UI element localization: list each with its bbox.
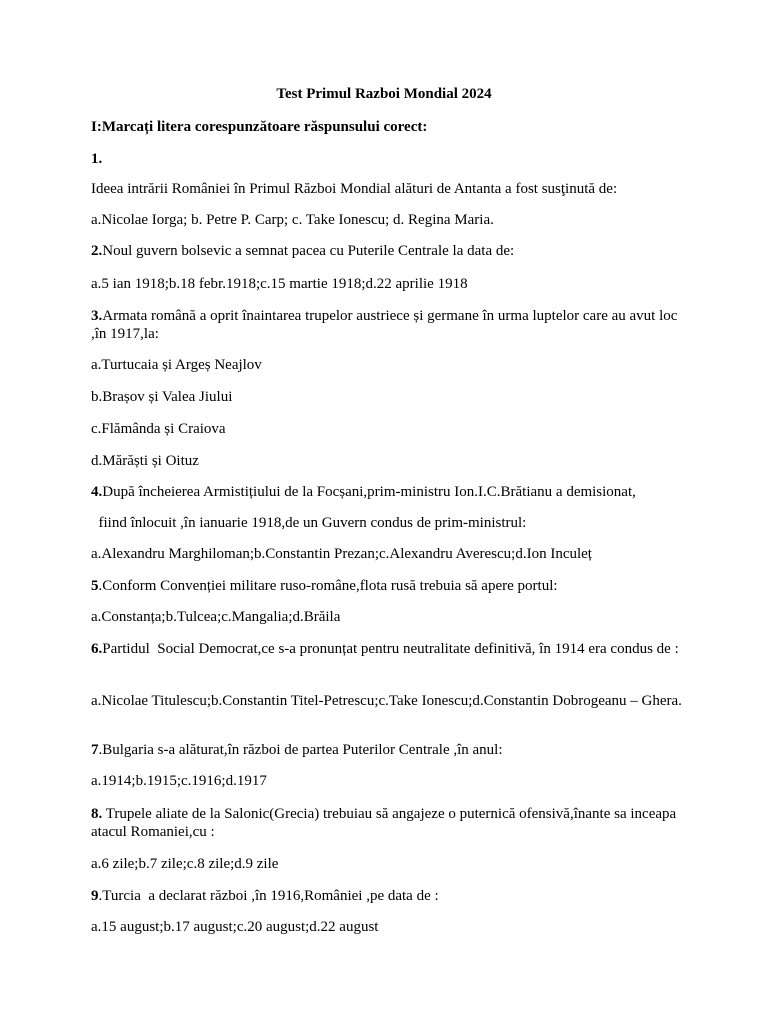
question-9-text: .Turcia a declarat război ,în 1916,României ,pe data de :	[98, 888, 439, 904]
question-3-answer-a: a.Turtucaia și Argeș Neajlov	[91, 357, 262, 373]
question-7-text: .Bulgaria s-a alăturat,în război de partea Puterilor Centrale ,în anul:	[98, 742, 503, 758]
question-4	[91, 483, 691, 501]
question-5-answers: a.Constanța;b.Tulcea;c.Mangalia;d.Brăila	[91, 609, 341, 625]
question-6	[91, 640, 691, 658]
question-8-number: 8.	[91, 806, 103, 822]
question-2-text: Noul guvern bolsevic a semnat pacea cu Puterile Centrale la data de:	[102, 243, 515, 259]
question-9-answers: a.15 august;b.17 august;c.20 august;d.22 august	[91, 919, 379, 935]
question-6-text: Partidul Social Democrat,ce s-a pronunțat pentru neutralitate definitivă, în 1914 era condus de :	[102, 641, 679, 657]
question-9	[91, 887, 691, 905]
question-2	[91, 242, 691, 260]
question-4-text-continued: fiind înlocuit ,în ianuarie 1918,de un Guvern condus de prim-ministrul:	[91, 515, 527, 531]
question-8-answers: a.6 zile;b.7 zile;c.8 zile;d.9 zile	[91, 856, 279, 872]
question-2-answers: a.5 ian 1918;b.18 febr.1918;c.15 martie 1918;d.22 aprilie 1918	[91, 276, 468, 292]
question-8	[91, 805, 691, 841]
question-3	[91, 307, 691, 343]
question-4-answers: a.Alexandru Marghiloman;b.Constantin Prezan;c.Alexandru Averescu;d.Ion Inculeț	[91, 546, 592, 562]
question-1-number: 1.	[91, 151, 103, 167]
question-1-answers: a.Nicolae Iorga; b. Petre P. Carp; c. Take Ionescu; d. Regina Maria.	[91, 212, 494, 228]
question-3-answer-d: d.Mărăști și Oituz	[91, 453, 199, 469]
question-3-answer-c: c.Flămânda și Craiova	[91, 421, 226, 437]
question-3-number: 3.	[91, 308, 103, 324]
question-3-text: Armata română a oprit înaintarea trupelor austriece și germane în urma luptelor care au avut loc ,în 1917,la:	[91, 308, 682, 342]
question-7-number: 7	[91, 742, 99, 758]
question-3-answer-b: b.Brașov și Valea Jiului	[91, 389, 233, 405]
question-1-text: Ideea intrării României în Primul Război Mondial alături de Antanta a fost susţinută de:	[91, 181, 618, 197]
question-4-text: După încheierea Armistițiului de la Focșani,prim-ministru Ion.I.C.Brătianu a demisionat,	[102, 484, 636, 500]
question-9-number: 9	[91, 888, 99, 904]
question-7-answers: a.1914;b.1915;c.1916;d.1917	[91, 773, 267, 789]
question-6-answers: a.Nicolae Titulescu;b.Constantin Titel-Petrescu;c.Take Ionescu;d.Constantin Dobrogeanu – Ghera.	[91, 693, 682, 709]
question-5-text: .Conform Convenției militare ruso-române,flota rusă trebuia să apere portul:	[98, 578, 558, 594]
document-title: Test Primul Razboi Mondial 2024	[276, 86, 492, 102]
instruction-heading: I:Marcați litera corespunzătoare răspunsului corect:	[91, 119, 428, 135]
question-7	[91, 741, 691, 759]
question-8-text: Trupele aliate de la Salonic(Grecia) trebuiau să angajeze o puternică ofensivă,înante sa inceapa atacul Romaniei,cu :	[91, 806, 680, 840]
question-5-number: 5	[91, 578, 99, 594]
question-2-number: 2.	[91, 243, 103, 259]
question-6-number: 6.	[91, 641, 103, 657]
question-4-number: 4.	[91, 484, 103, 500]
question-5	[91, 577, 691, 595]
